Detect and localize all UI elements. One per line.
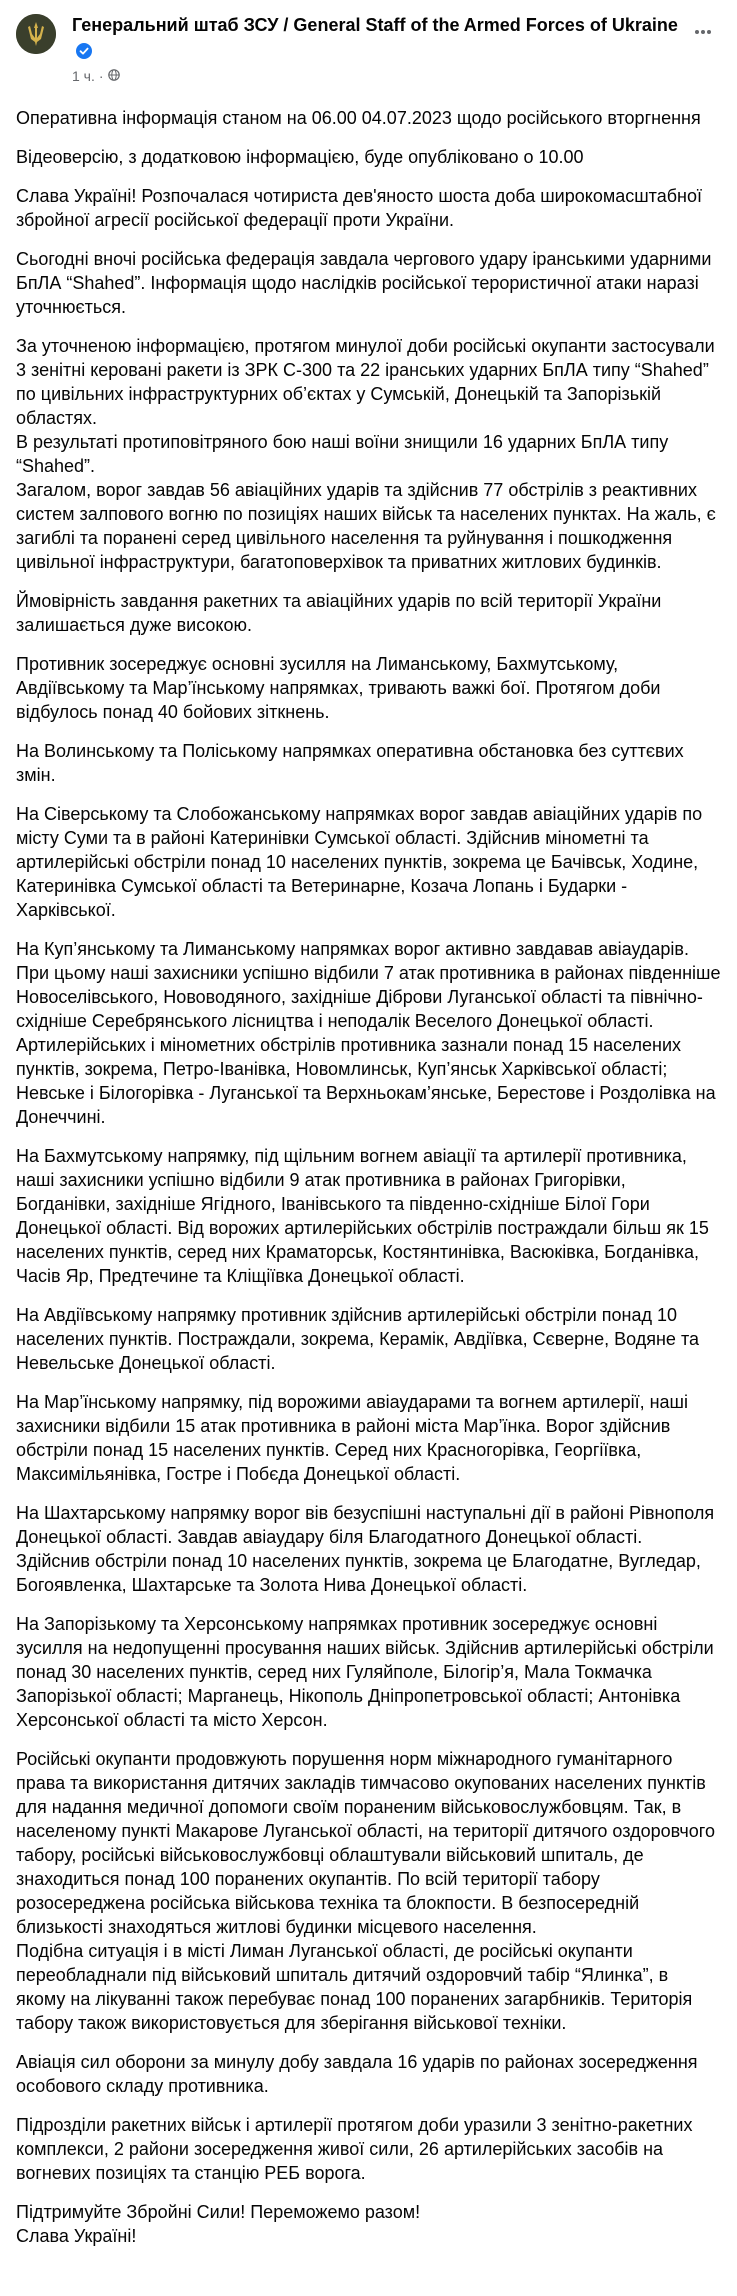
page-name-label[interactable]: Генеральний штаб ЗСУ / General Staff of the Armed Forces of Ukraine bbox=[72, 15, 678, 35]
more-options-button[interactable] bbox=[685, 14, 721, 50]
post-paragraph: На Куп’янському та Лиманському напрямках ворог активно завдавав авіаударів. При цьому наші захисники успішно відбили 7 атак противника в районах південніше Новоселівського, Нововодяного, західніше Діброви Луганської області та північно-східніше Серебрянського лісництва і неподалік Веселого Донецької області. Артилерійських і мінометних обстрілів противника зазнали понад 15 населених пунктів, зокрема, Петро-Іванівка, Новомлинськ, Куп’янськ Харківської області; Невське і Білогорівка - Луганської та Верхньокам’янське, Берестове і Роздолівка на Донеччині. bbox=[16, 939, 721, 1127]
post-paragraph: На Бахмутському напрямку, під щільним вогнем авіації та артилерії противника, наші захисники успішно відбили 9 атак противника в районах Григорівки, Богданівки, західніше Ягідного, Іванівського та південно-східніше Білої Гори Донецької області. Від ворожих артилерійських обстрілів постраждали більш як 15 населених пунктів, серед них Краматорськ, Костянтинівка, Васюківка, Богданівка, Часів Яр, Предтечине та Кліщіївка Донецької області. bbox=[16, 1146, 709, 1286]
post-paragraph: За уточненою інформацією, протягом минулої доби російські окупанти застосували 3 зенітні керовані ракети із ЗРК С-300 та 22 іранських ударних БпЛА типу “Shahed” по цивільних інфраструктурних об’єктах у Сумській, Донецькій та Запорізькій областях. В результаті протиповітряного бою наші воїни знищили 16 ударних БпЛА типу “Shahed”. Загалом, ворог завдав 56 авіаційних ударів та здійснив 77 обстрілів з реактивних систем залпового вогню по позиціях наших військ та населених пунктах. На жаль, є загиблі та поранені серед цивільного населення та руйнування і пошкодження цивільної інфраструктури, багатоповерхівок та приватних житлових будинків. bbox=[16, 336, 716, 572]
post-meta bbox=[72, 66, 681, 86]
page-name[interactable] bbox=[72, 12, 681, 66]
post-paragraph: Противник зосереджує основні зусилля на Лиманському, Бахмутському, Авдіївському та Мар’їнському напрямках, тривають важкі бої. Протягом доби відбулось понад 40 бойових зіткнень. bbox=[16, 654, 661, 722]
post-header bbox=[16, 12, 721, 86]
post-paragraph: Слава Україні! Розпочалася чотириста дев'яносто шоста доба широкомасштабної збройної агресії російської федерації проти України. bbox=[16, 186, 702, 230]
post-text bbox=[16, 106, 721, 2248]
meta-separator: · bbox=[98, 68, 104, 84]
post-paragraph: На Мар’їнському напрямку, під ворожими авіаударами та вогнем артилерії, наші захисники відбили 15 атак противника в районі міста Мар’їнка. Ворог здійснив обстріли понад 15 населених пунктів. Серед них Красногорівка, Георгіївка, Максимільянівка, Гостре і Побєда Донецької області. bbox=[16, 1392, 688, 1484]
armed-forces-emblem-icon bbox=[16, 14, 56, 54]
post-paragraph: Сьогодні вночі російська федерація завдала чергового удару іранськими ударними БпЛА “Shahed”. Інформація щодо наслідків російської терористичної атаки наразі уточнюється. bbox=[16, 249, 712, 317]
post-paragraph: Російські окупанти продовжують порушення норм міжнародного гуманітарного права та використання дитячих закладів тимчасово окупованих населених пунктів для надання медичної допомоги своїм пораненим військовослужбовцям. Так, в населеному пункті Макарове Луганської області, на території дитячого оздоровчого табору, російські військовослужбовці облаштували військовий шпиталь, де знаходиться понад 100 поранених окупантів. По всій території табору розосереджена російська військова техніка та блокпости. В безпосередній близькості знаходяться житлові будинки місцевого населення. Подібна ситуація і в місті Лиман Луганської області, де російські окупанти переобладнали під військовий шпиталь дитячий оздоровчий табір “Ялинка”, в якому на лікуванні також перебуває понад 100 поранених загарбників. Територія табору також використовується для зберігання військової техніки. bbox=[16, 1749, 715, 2033]
verified-badge-icon bbox=[76, 40, 92, 66]
post-paragraph: На Сіверському та Слобожанському напрямках ворог завдав авіаційних ударів по місту Суми та в районі Катеринівки Сумської області. Здійснив мінометні та артилерійські обстріли понад 10 населених пунктів, зокрема це Бачівськ, Ходине, Катеринівка Сумської області та Ветеринарне, Козача Лопань і Бударки - Харківської. bbox=[16, 804, 703, 920]
post-paragraph: Ймовірність завдання ракетних та авіаційних ударів по всій території України залишається дуже високою. bbox=[16, 591, 662, 635]
avatar[interactable] bbox=[16, 14, 56, 54]
globe-icon bbox=[108, 66, 120, 86]
post-paragraph: Оперативна інформація станом на 06.00 04.07.2023 щодо російського вторгнення bbox=[16, 108, 701, 128]
post-paragraph: Підрозділи ракетних військ і артилерії протягом доби уразили 3 зенітно-ракетних комплекси, 2 райони зосередження живої сили, 26 артилерійських засобів на вогневих позиціях та станцію РЕБ ворога. bbox=[16, 2115, 693, 2183]
post-paragraph: На Авдіївському напрямку противник здійснив артилерійські обстріли понад 10 населених пунктів. Постраждали, зокрема, Керамік, Авдіївка, Сєверне, Водяне та Невельське Донецької області. bbox=[16, 1305, 699, 1373]
post-paragraph: Відеоверсію, з додатковою інформацією, буде опубліковано о 10.00 bbox=[16, 147, 584, 167]
post-paragraph: На Шахтарському напрямку ворог вів безуспішні наступальні дії в районі Рівнополя Донецької області. Завдав авіаудару біля Благодатного Донецької області. Здійснив обстріли понад 10 населених пунктів, зокрема це Благодатне, Вугледар, Богоявленка, Шахтарське та Золота Нива Донецької області. bbox=[16, 1503, 715, 1595]
post-paragraph: Авіація сил оборони за минулу добу завдала 16 ударів по районах зосередження особового складу противника. bbox=[16, 2052, 698, 2096]
post-paragraph: На Запорізькому та Херсонському напрямках противник зосереджує основні зусилля на недопущенні просування наших військ. Здійснив артилерійські обстріли понад 30 населених пунктів, серед них Гуляйполе, Білогір’я, Мала Токмачка Запорізької області; Марганець, Нікополь Дніпропетровської області; Антонівка Херсонської області та місто Херсон. bbox=[16, 1614, 714, 1730]
post-time[interactable]: 1 ч. bbox=[72, 68, 95, 84]
more-horizontal-icon bbox=[693, 22, 713, 42]
post-paragraph: На Волинському та Поліському напрямках оперативна обстановка без суттєвих змін. bbox=[16, 741, 684, 785]
post-paragraph: Підтримуйте Збройні Сили! Переможемо разом! Слава Україні! bbox=[16, 2202, 421, 2246]
header-text bbox=[72, 12, 721, 86]
